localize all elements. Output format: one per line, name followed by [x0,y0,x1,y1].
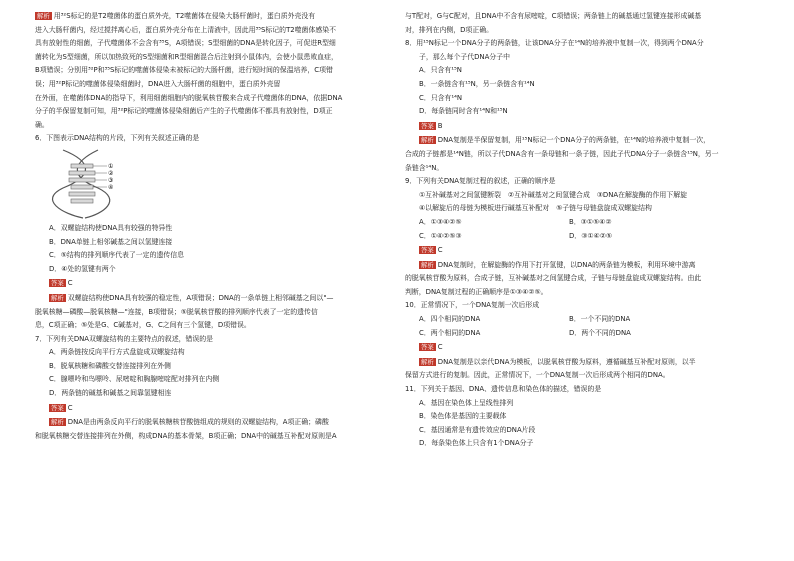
q5-analysis-line: 在外面，在噬菌体DNA的指导下，利用细菌细胞内的脱氧核苷酸来合成子代噬菌体的DNA，依据DNA [35,93,343,102]
q9-analysis-line: 解析 DNA复制时，在解旋酶的作用下打开氢键，以DNA的两条链为模板，利用环境中游离 [421,260,696,269]
analysis-tag: 解析 [421,260,434,269]
q9-answer: 答案 C [421,246,443,255]
q8-stem: 8．用¹⁵N标记一个DNA分子的两条链，让该DNA分子在¹⁴N的培养液中复制一次，得到两个DNA分 [405,39,704,48]
q11-option: B．染色体是基因的主要载体 [419,412,507,421]
answer-tag: 答案 [51,279,64,288]
analysis-tag: 解析 [37,12,50,20]
figure-label: ② [108,169,114,177]
q6-stem: 6．下图表示DNA结构的片段，下列有关叙述正确的是 [35,134,200,143]
q7-analysis-cont: 对，排列在内侧，D项正确。 [405,25,493,34]
q5-analysis-line: 具有放射性的细菌，子代噬菌体不会含有³⁵S，A项错误；S型细菌的DNA是转化因子，可促进R型细 [35,39,336,48]
q11-option: C．基因通常是有遗传效应的DNA片段 [419,425,536,434]
q7-option: B．脱氧核糖和磷酸交替连接排列在外侧 [49,361,171,370]
q8-stem: 子，那么每个子代DNA分子中 [419,52,510,61]
answer-tag: 答案 [421,343,434,352]
q5-analysis-line: B项错误；分别用³²P和³⁵S标记的噬菌体侵染未被标记的大肠杆菌，进行短时间的保温培养，C项错 [35,66,333,75]
q7-option: C．腺嘌呤和鸟嘌呤、尿嘧啶和胸腺嘧啶配对排列在内侧 [49,375,220,384]
q6-option: C．⑤结构的排列顺序代表了一定的遗传信息 [49,251,185,260]
q5-analysis-line: 进入大肠杆菌内，经过搅拌离心后，蛋白质外壳分布在上清液中，因此用³⁵S标记的T2噬菌体感染不 [35,25,337,34]
q5-analysis-line: 分子的半保留复制可知，用³²P标记的噬菌体侵染细菌后产生的子代噬菌体不都具有放射性，D项正 [35,107,333,116]
q11-stem: 11．下列关于基因、DNA、遗传信息和染色体的描述，错误的是 [405,385,602,394]
q5-analysis-line: 菌转化为S型细菌，所以加热致死的S型细菌和R型细菌混合后注射到小鼠体内，会使小鼠患败血症， [35,52,338,61]
answer-tag: 答案 [51,403,64,412]
q5-analysis-line: 确。 [35,120,49,129]
q8-analysis-line: 合成的子链都是¹⁴N链，所以子代DNA含有一条母链和一条子链，因此子代DNA分子一条链含¹⁵N，另一 [405,149,719,158]
answer-tag: 答案 [421,121,434,130]
q7-stem: 7．下列有关DNA双螺旋结构的主要特点的叙述，错误的是 [35,334,214,343]
q8-option: C．只含有¹⁴N [419,93,463,102]
q6-option: A．双螺旋结构使DNA具有较强的特异性 [49,223,173,232]
q10-options-row: A．四个相同的DNA B．一个不同的DNA [419,315,631,324]
q5-analysis-line: 误；用³²P标记的噬菌体侵染细菌时，DNA进入大肠杆菌的细胞中，蛋白质外壳留 [35,79,281,88]
q9-stem: 9．下列有关DNA复制过程的叙述，正确的顺序是 [405,177,556,186]
q6-option: D．④处的氢键有两个 [49,264,116,273]
q7-analysis-cont: 与T配对，G与C配对，且DNA中不含有尿嘧啶，C项错误；两条链上的碱基通过氢键连接形成碱基 [405,12,702,20]
answer-tag: 答案 [421,246,434,255]
q10-answer: 答案 C [421,343,443,352]
q10-options-row: C．两个相同的DNA D．两个不同的DNA [419,328,631,337]
q7-analysis-line: 和脱氧核糖交替连接排列在外侧，构成DNA的基本骨架，B项正确；DNA中的碱基互补配对原则是A [35,431,337,440]
q8-option: A．只含有¹⁵N [419,66,462,75]
analysis-tag: 解析 [51,418,64,427]
q10-analysis-line: 解析 DNA复制是以亲代DNA为模板，以脱氧核苷酸为原料，遵循碱基互补配对原则，以半 [421,357,696,366]
q8-analysis-line: 解析 DNA复制是半保留复制，用¹⁵N标记一个DNA分子的两条链，在¹⁴N的培养液中复制一次， [421,136,710,145]
q6-analysis-line: 解析 双螺旋结构使DNA具有较强的稳定性，A项错误；DNA的一条单链上相邻碱基之间以"— [51,293,334,302]
q7-option: D．两条链的碱基和碱基之间靠氢键相连 [49,389,172,398]
right-column [405,10,765,451]
q6-answer: 答案 C [51,279,73,288]
q10-stem: 10．正常情况下，一个DNA复制一次后形成 [405,301,540,310]
figure-label: ① [108,162,114,170]
q9-options-row: A．①③④②⑤ B．③①⑤④② [419,217,612,226]
q8-option: D．每条链同时含有¹⁴N和¹⁵N [419,107,508,116]
q6-analysis-line: 脱氧核糖—磷酸—脱氧核糖—"连接，B项错误；⑤脱氧核苷酸的排列顺序代表了一定的遗传信 [35,307,318,316]
q11-option: D．每条染色体上只含有1个DNA分子 [419,439,534,448]
q8-answer: 答案 B [421,121,443,130]
q6-option: B．DNA单链上相邻碱基之间以氢键连接 [49,237,173,246]
q7-answer: 答案 C [51,403,73,412]
figure-label: ③ [108,176,114,184]
q9-options-row: C．①④②⑤③ D．③①④②⑤ [419,231,613,240]
q10-analysis-line: 保留方式进行的复制。因此，正常情况下，一个DNA复制一次后形成两个相同的DNA。 [405,371,670,380]
q9-item: ①互补碱基对之间氢键断裂 ②互补碱基对之间氢键合成 ③DNA在解旋酶的作用下解旋 [419,190,687,199]
q8-analysis-line: 条链含¹⁴N。 [405,163,444,172]
q5-analysis-line: 解析 用³²S标记的是T2噬菌体的蛋白质外壳，T2噬菌体在侵染大肠杆菌时，蛋白质外壳没有 [37,12,316,20]
left-column [35,10,390,443]
analysis-tag: 解析 [421,357,434,366]
q11-option: A．基因在染色体上呈线性排列 [419,398,514,407]
q7-option: A．两条链按反向平行方式盘旋成双螺旋结构 [49,348,185,357]
analysis-tag: 解析 [421,136,434,145]
dna-structure-figure [43,148,153,220]
analysis-tag: 解析 [51,293,64,302]
q8-option: B．一条链含有¹⁵N，另一条链含有¹⁴N [419,79,535,88]
q9-analysis-line: 判断，DNA复制过程的正确顺序是①③④②⑤。 [405,287,548,296]
figure-label: ④ [108,183,114,191]
q9-item: ④以解旋后的母链为模板进行碱基互补配对 ⑤子链与母链盘旋成双螺旋结构 [419,204,652,213]
q7-analysis-line: 解析 DNA是由两条反向平行的脱氧核糖核苷酸链组成的规则的双螺旋结构，A项正确；磷酸 [51,418,329,427]
q6-analysis-line: 息，C项正确；⑤处是G、C碱基对，G、C之间有三个氢键，D项错误。 [35,321,251,330]
q9-analysis-line: 的脱氧核苷酸为原料，合成子链，互补碱基对之间氢键合成，子链与母链盘旋成双螺旋结构。由此 [405,274,702,283]
dna-helix-diagram [43,148,153,220]
